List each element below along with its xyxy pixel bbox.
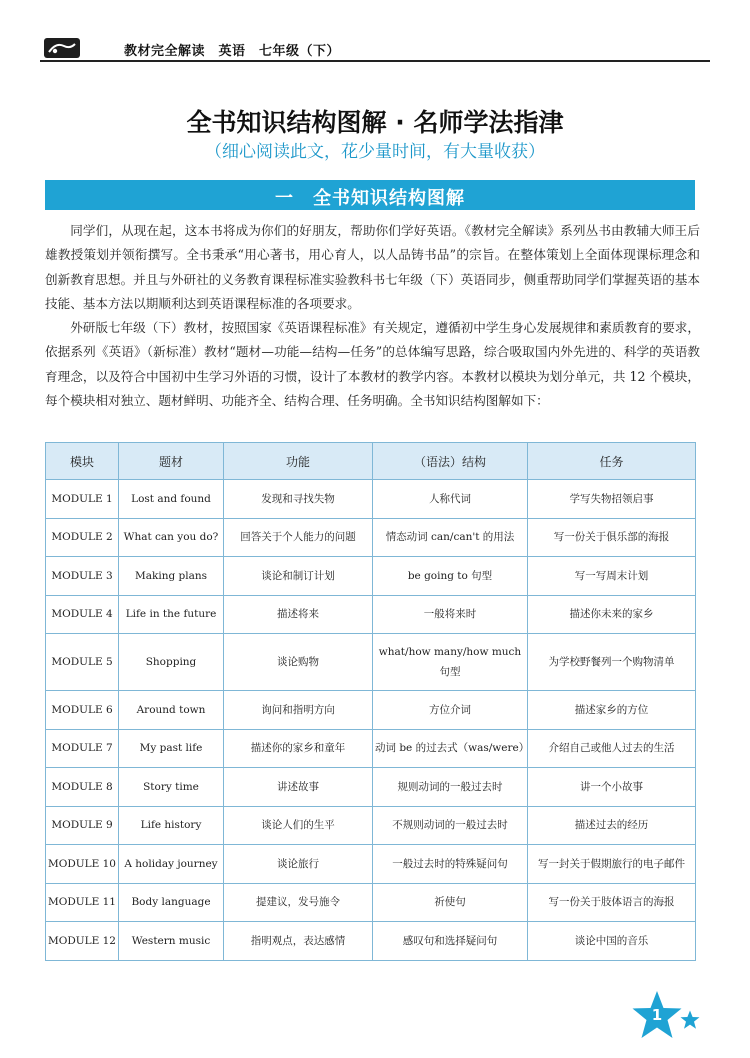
topic-cell: Life in the future (119, 595, 224, 634)
structure-cell: 祈使句 (373, 883, 528, 922)
table-row (46, 480, 696, 519)
topic-cell: Shopping (119, 634, 224, 691)
page-number: 1 (651, 1006, 663, 1024)
structure-cell: 人称代词 (373, 480, 528, 519)
function-cell: 指明观点，表达感情 (224, 922, 373, 961)
header-title: 教材完全解读 英语 七年级（下） (124, 44, 341, 59)
topic-cell: Story time (119, 768, 224, 807)
topic-cell: My past life (119, 729, 224, 768)
section-banner (45, 180, 695, 210)
structure-cell: what/how many/how much 句型 (373, 634, 528, 691)
task-cell: 写一写周末计划 (528, 557, 696, 596)
paragraph: 外研版七年级（下）教材，按照国家《英语课程标准》有关规定，遵循初中学生身心发展规律和素质教育的要求，依据系列《英语》（新标准）教材“题材—功能—结构—任务”的总体编写思路，综合吸取国内外先进的、科学的英语教育理念，以及符合中国初中生学习外语的习惯，设计了本教材的教学内容。本教材以模块为划分单元，共 12 个模块，每个模块相对独立、题材鲜明、功能齐全、结构合理、任务明确。全书知识结构图解如下： (45, 320, 700, 409)
task-cell: 讲一个小故事 (528, 768, 696, 807)
structure-cell: 一般过去时的特殊疑问句 (373, 845, 528, 884)
column-header: 功能 (224, 443, 373, 480)
function-cell: 谈论和制订计划 (224, 557, 373, 596)
table-row (46, 729, 696, 768)
topic-cell: Life history (119, 806, 224, 845)
module-cell: MODULE 11 (46, 883, 119, 922)
function-cell: 描述你的家乡和童年 (224, 729, 373, 768)
table-row (46, 557, 696, 596)
module-cell: MODULE 2 (46, 518, 119, 557)
table-row (46, 845, 696, 884)
task-cell: 写一封关于假期旅行的电子邮件 (528, 845, 696, 884)
table-row (46, 518, 696, 557)
page-title: 全书知识结构图解 · 名师学法指津 (186, 108, 564, 137)
topic-cell: What can you do? (119, 518, 224, 557)
table-row (46, 691, 696, 730)
module-cell: MODULE 9 (46, 806, 119, 845)
function-cell: 回答关于个人能力的问题 (224, 518, 373, 557)
column-header: （语法）结构 (373, 443, 528, 480)
structure-cell: 方位介词 (373, 691, 528, 730)
function-cell: 询问和指明方向 (224, 691, 373, 730)
table-header-row (46, 443, 696, 480)
module-cell: MODULE 3 (46, 557, 119, 596)
topic-cell: Body language (119, 883, 224, 922)
task-cell: 描述你未来的家乡 (528, 595, 696, 634)
table-row (46, 922, 696, 961)
topic-cell: A holiday journey (119, 845, 224, 884)
intro-text (45, 219, 700, 413)
table-row (46, 768, 696, 807)
module-cell: MODULE 6 (46, 691, 119, 730)
module-cell: MODULE 7 (46, 729, 119, 768)
structure-cell: 动词 be 的过去式（was/were） (373, 729, 528, 768)
structure-cell: 感叹句和选择疑问句 (373, 922, 528, 961)
module-cell: MODULE 1 (46, 480, 119, 519)
function-cell: 讲述故事 (224, 768, 373, 807)
page-header (40, 36, 710, 62)
topic-cell: Western music (119, 922, 224, 961)
column-header: 模块 (46, 443, 119, 480)
knowledge-structure-table (45, 442, 695, 961)
topic-cell: Making plans (119, 557, 224, 596)
module-cell: MODULE 8 (46, 768, 119, 807)
module-cell: MODULE 4 (46, 595, 119, 634)
function-cell: 谈论人们的生平 (224, 806, 373, 845)
header-divider (40, 60, 710, 62)
small-star-icon (680, 1010, 700, 1030)
task-cell: 谈论中国的音乐 (528, 922, 696, 961)
module-cell: MODULE 12 (46, 922, 119, 961)
page-subtitle: （细心阅读此文，花少量时间，有大量收获） (205, 142, 545, 162)
column-header: 任务 (528, 443, 696, 480)
structure-cell: 规则动词的一般过去时 (373, 768, 528, 807)
function-cell: 提建议，发号施令 (224, 883, 373, 922)
paragraph: 同学们，从现在起，这本书将成为你们的好朋友，帮助你们学好英语。《教材完全解读》系列丛书由教辅大师王后雄教授策划并领衔撰写。全书秉承“用心著书，用心育人，以人品铸书品”的宗旨。在整体策划上全面体现课标理念和创新教育思想。并且与外研社的义务教育课程标准实验教科书七年级（下）英语同步，侧重帮助同学们掌握英语的基本技能、基本方法以期顺利达到英语课程标准的各项要求。 (45, 223, 700, 311)
column-header: 题材 (119, 443, 224, 480)
table-row (46, 806, 696, 845)
task-cell: 为学校野餐列一个购物清单 (528, 634, 696, 691)
task-cell: 描述过去的经历 (528, 806, 696, 845)
topic-cell: Lost and found (119, 480, 224, 519)
structure-cell: 不规则动词的一般过去时 (373, 806, 528, 845)
table-row (46, 883, 696, 922)
task-cell: 写一份关于肢体语言的海报 (528, 883, 696, 922)
task-cell: 写一份关于俱乐部的海报 (528, 518, 696, 557)
table-row (46, 595, 696, 634)
task-cell: 学写失物招领启事 (528, 480, 696, 519)
function-cell: 描述将来 (224, 595, 373, 634)
section-heading: 一 全书知识结构图解 (275, 188, 465, 209)
function-cell: 谈论购物 (224, 634, 373, 691)
structure-cell: be going to 句型 (373, 557, 528, 596)
book-logo-icon (44, 38, 80, 58)
module-cell: MODULE 10 (46, 845, 119, 884)
table-row (46, 634, 696, 691)
structure-cell: 情态动词 can/can't 的用法 (373, 518, 528, 557)
function-cell: 发现和寻找失物 (224, 480, 373, 519)
task-cell: 描述家乡的方位 (528, 691, 696, 730)
topic-cell: Around town (119, 691, 224, 730)
structure-cell: 一般将来时 (373, 595, 528, 634)
function-cell: 谈论旅行 (224, 845, 373, 884)
task-cell: 介绍自己或他人过去的生活 (528, 729, 696, 768)
module-cell: MODULE 5 (46, 634, 119, 691)
